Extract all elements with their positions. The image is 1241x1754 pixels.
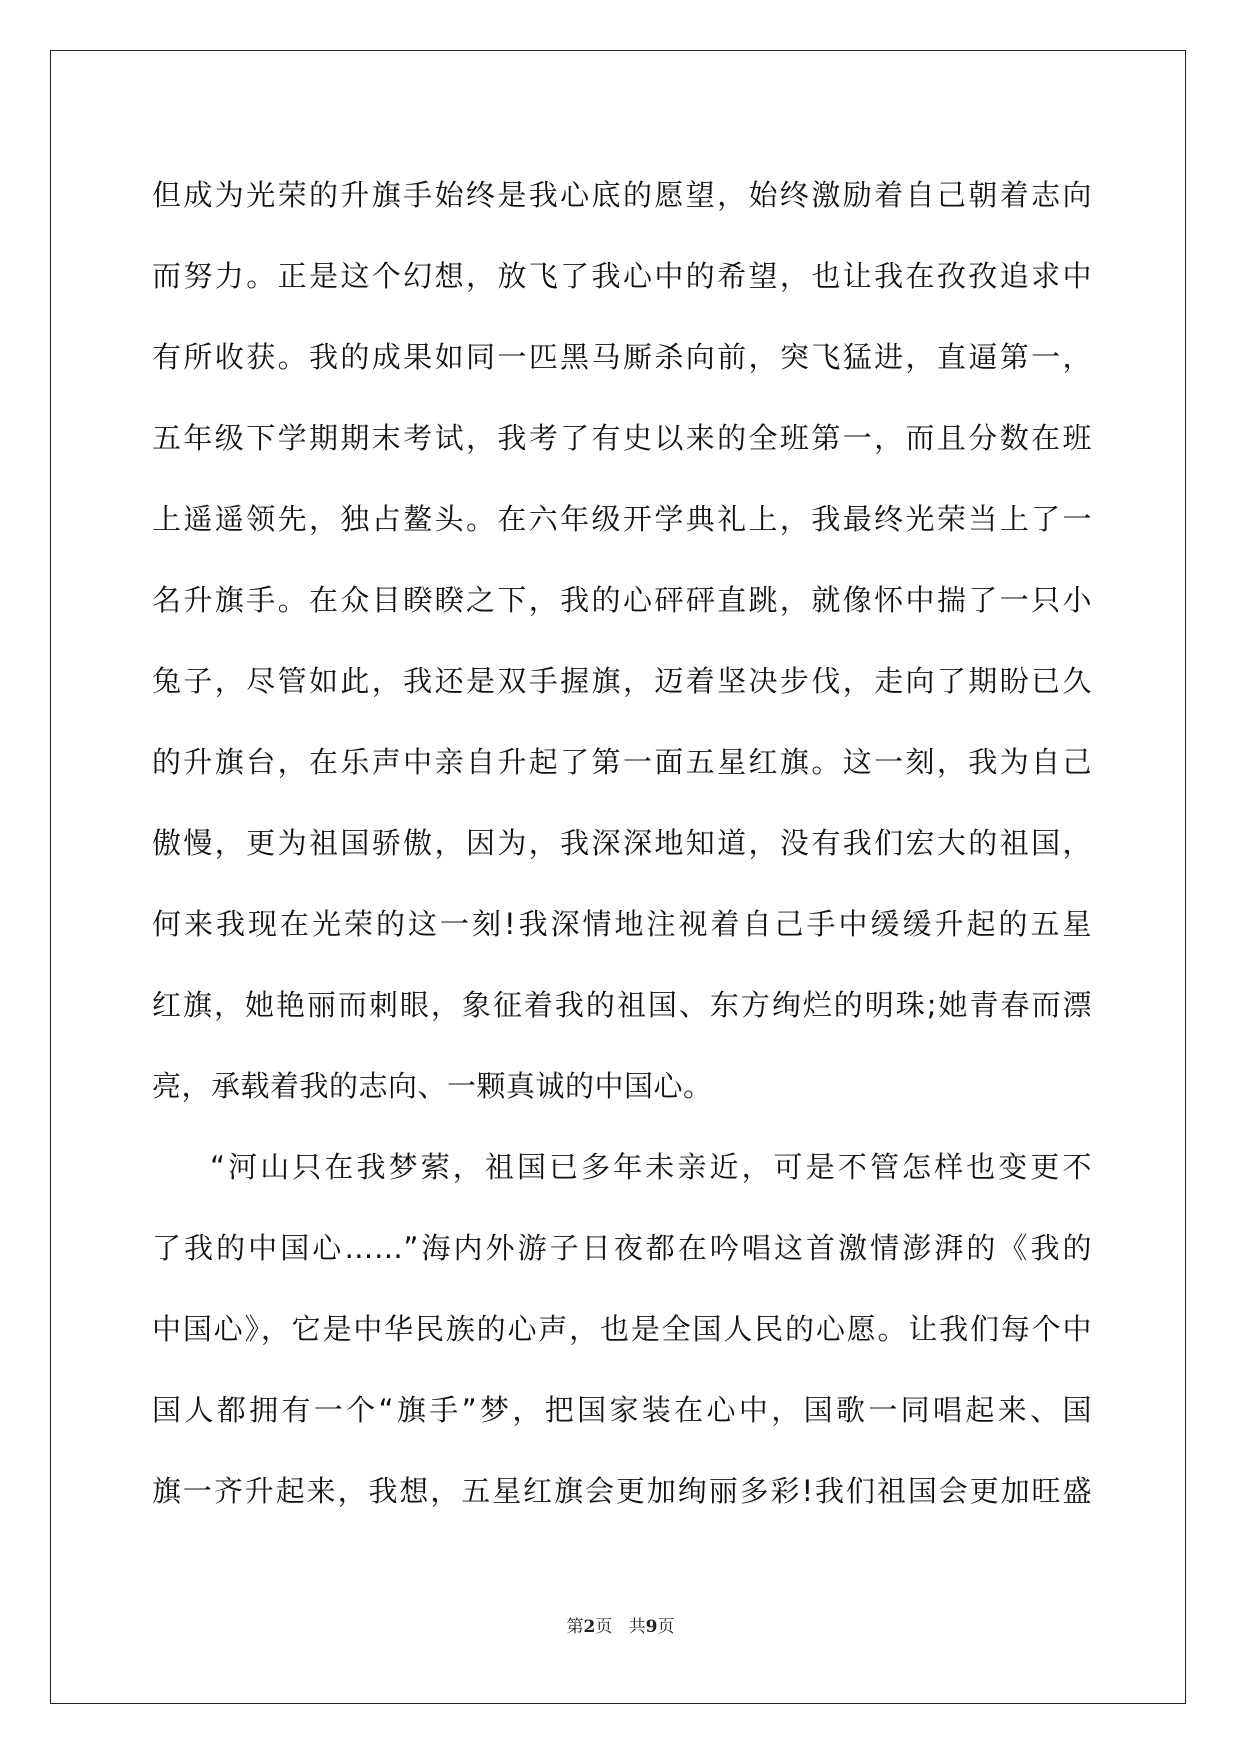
body-line: 亮，承载着我的志向、一颗真诚的中国心。 xyxy=(152,1069,713,1103)
body-line: 上遥遥领先，独占鳌头。在六年级开学典礼上，我最终光荣当上了一 xyxy=(152,502,1092,536)
document-body xyxy=(152,155,1092,1532)
current-page-number: 2 xyxy=(583,1617,596,1637)
body-line: 何来我现在光荣的这一刻!我深情地注视着自己手中缓缓升起的五星 xyxy=(152,907,1092,941)
body-line: 傲慢，更为祖国骄傲，因为，我深深地知道，没有我们宏大的祖国， xyxy=(152,826,1092,860)
body-line: 名升旗手。在众目睽睽之下，我的心砰砰直跳，就像怀中揣了一只小 xyxy=(152,583,1092,617)
footer-total-unit: 页 xyxy=(657,1617,675,1637)
body-line: 了我的中国心……”海内外游子日夜都在吟唱这首激情澎湃的《我的 xyxy=(152,1231,1092,1265)
body-line: 国人都拥有一个“旗手”梦，把国家装在心中，国歌一同唱起来、国 xyxy=(152,1393,1092,1427)
body-line: 有所收获。我的成果如同一匹黑马厮杀向前，突飞猛进，直逼第一， xyxy=(152,340,1092,374)
body-line: 中国心》，它是中华民族的心声，也是全国人民的心愿。让我们每个中 xyxy=(152,1312,1092,1346)
footer-page-unit: 页 xyxy=(595,1617,613,1637)
body-line: 而努力。正是这个幻想，放飞了我心中的希望，也让我在孜孜追求中 xyxy=(152,259,1092,293)
body-line: 兔子，尽管如此，我还是双手握旗，迈着坚决步伐，走向了期盼已久 xyxy=(152,664,1092,698)
body-line: 但成为光荣的升旗手始终是我心底的愿望，始终激励着自己朝着志向 xyxy=(152,178,1092,212)
body-line-indented: “河山只在我梦萦，祖国已多年未亲近，可是不管怎样也变更不 xyxy=(210,1150,1092,1184)
body-line: 五年级下学期期末考试，我考了有史以来的全班第一，而且分数在班 xyxy=(152,421,1092,455)
body-line: 旗一齐升起来，我想，五星红旗会更加绚丽多彩!我们祖国会更加旺盛 xyxy=(152,1474,1092,1508)
total-page-count: 9 xyxy=(645,1617,658,1637)
page-footer xyxy=(0,1612,1241,1637)
body-line: 红旗，她艳丽而刺眼，象征着我的祖国、东方绚烂的明珠;她青春而漂 xyxy=(152,988,1092,1022)
footer-prefix: 第 xyxy=(566,1617,584,1637)
body-line: 的升旗台，在乐声中亲自升起了第一面五星红旗。这一刻，我为自己 xyxy=(152,745,1092,779)
footer-total-prefix: 共 xyxy=(628,1617,646,1637)
